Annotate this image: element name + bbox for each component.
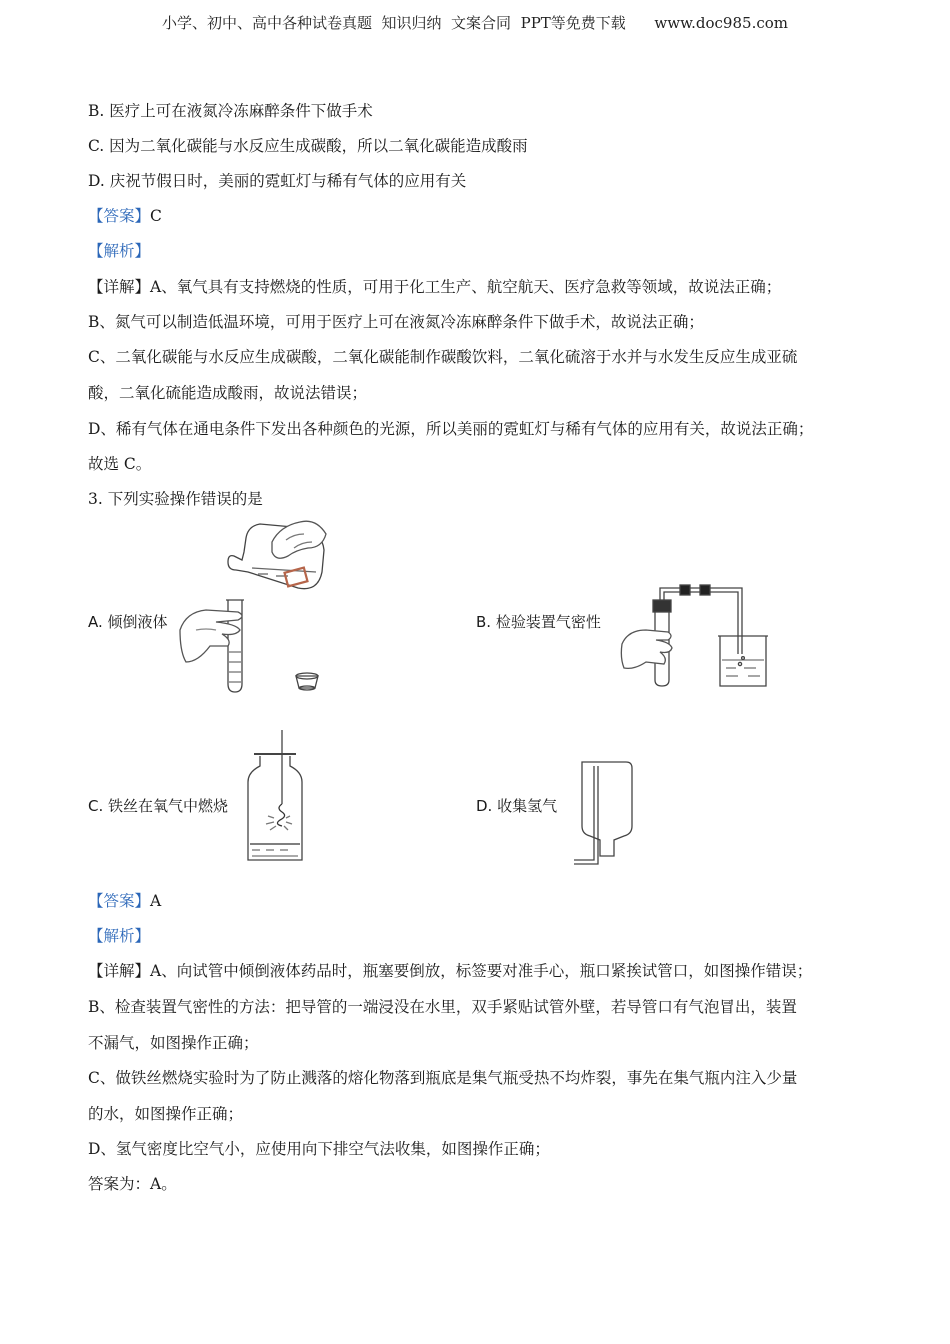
q3-detail-b-line2: 不漏气，如图操作正确；	[88, 1034, 259, 1052]
q2-detail-c-line2: 酸，二氧化硫能造成酸雨，故说法错误；	[88, 384, 368, 402]
answer-value: A	[150, 892, 162, 910]
q3-conclusion: 答案为：A。	[88, 1175, 177, 1193]
answer-value: C	[150, 207, 162, 225]
detail-text: A、向试管中倾倒液体药品时，瓶塞要倒放，标签要对准手心，瓶口紧挨试管口，如图操作错误；	[150, 962, 813, 980]
detail-tag: 【详解】	[88, 962, 151, 980]
q2-option-c: C. 因为二氧化碳能与水反应生成碳酸，所以二氧化碳能造成酸雨	[88, 137, 528, 155]
answer-tag: 【答案】	[88, 892, 151, 910]
figure-collect-hydrogen	[570, 756, 640, 866]
figure-airtightness-check	[620, 574, 770, 692]
detail-tag: 【详解】	[88, 278, 151, 296]
page-header: 小学、初中、高中各种试卷真题 知识归纳 文案合同 PPT等免费下载 www.doc985.com	[161, 14, 788, 32]
q2-option-b: B. 医疗上可在液氮冷冻麻醉条件下做手术	[88, 102, 373, 120]
analysis-tag: 【解析】	[88, 242, 151, 260]
q3-detail-d: D、氢气密度比空气小，应使用向下排空气法收集，如图操作正确；	[88, 1140, 550, 1158]
detail-text: A、氧气具有支持燃烧的性质，可用于化工生产、航空航天、医疗急救等领域，故说法正确；	[150, 278, 782, 296]
q3-answer	[88, 891, 161, 911]
q3-option-a-label: A. 倾倒液体	[88, 613, 168, 631]
q3-option-c-label: C. 铁丝在氧气中燃烧	[88, 797, 229, 815]
analysis-tag: 【解析】	[88, 927, 151, 945]
q2-detail-c-line1: C、二氧化碳能与水反应生成碳酸，二氧化碳能制作碳酸饮料，二氧化硫溶于水并与水发生反应生成亚硫	[88, 348, 798, 366]
q3-detail-b-line1: B、检查装置气密性的方法：把导管的一端浸没在水里，双手紧贴试管外壁，若导管口有气泡冒出，装置	[88, 998, 797, 1016]
q2-detail-b: B、氮气可以制造低温环境，可用于医疗上可在液氮冷冻麻醉条件下做手术，故说法正确；	[88, 313, 704, 331]
q3-detail-c-line1: C、做铁丝燃烧实验时为了防止溅落的熔化物落到瓶底是集气瓶受热不均炸裂，事先在集气瓶内注入少量	[88, 1069, 798, 1087]
q2-conclusion: 故选 C。	[88, 455, 152, 473]
q3-option-d-label: D. 收集氢气	[476, 797, 558, 815]
q3-stem: 3. 下列实验操作错误的是	[88, 490, 263, 508]
q2-detail-a	[88, 277, 781, 297]
q2-option-d: D. 庆祝节假日时，美丽的霓虹灯与稀有气体的应用有关	[88, 172, 467, 190]
q3-analysis-heading	[88, 926, 150, 946]
q3-option-b-label: B. 检验装置气密性	[476, 613, 601, 631]
q2-answer	[88, 206, 162, 226]
figure-pouring-liquid	[176, 512, 336, 697]
figure-iron-wire-burning	[244, 726, 306, 866]
q3-detail-c-line2: 的水，如图操作正确；	[88, 1105, 244, 1123]
q3-detail-a	[88, 961, 812, 981]
answer-tag: 【答案】	[88, 207, 151, 225]
q2-detail-d: D、稀有气体在通电条件下发出各种颜色的光源，所以美丽的霓虹灯与稀有气体的应用有关，故说法正确；	[88, 420, 814, 438]
q2-analysis-heading	[88, 241, 150, 261]
